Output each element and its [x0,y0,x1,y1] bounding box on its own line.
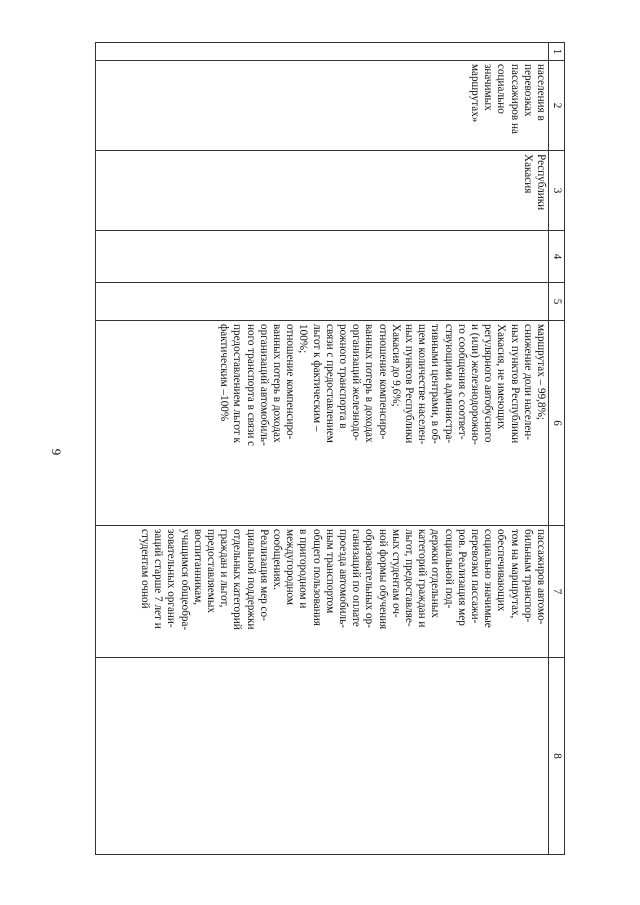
text-line: сообщениях. [270,529,283,590]
text-line: социально значимые [482,529,495,628]
header-col-8: 8 [549,658,565,855]
text-line: ной формы обучения [376,529,389,630]
text-line: перевозках [521,64,534,117]
text-line: держки отдельных [429,529,442,618]
text-line: регулярного автобусного [482,324,495,443]
text-line: социально [495,64,508,114]
cell-indicators [96,321,549,526]
text-line: ного транспорта в связи с [244,324,257,447]
text-line: значимых [482,64,495,111]
table-rotation-wrapper [95,42,565,854]
text-line: тивными центрами, в об- [429,324,442,444]
text-line: студентам очной [138,529,151,609]
text-line: социальной под- [442,529,455,609]
header-col-5: 5 [549,283,565,321]
text-line: Реализация мер со- [257,529,270,621]
text-line: отдельных категорий [231,529,244,630]
text-line: Республики [535,154,547,211]
text-line: ванных потерь в доходах [270,324,283,443]
text-line: мых студентам оч- [389,529,402,618]
header-col-2: 2 [549,61,565,151]
text-line: рожного транспорта в [336,324,349,429]
text-line: льгот, предоставляе- [402,529,415,627]
text-line: ствующими администра- [442,324,455,444]
text-line: граждан и льгот, [218,529,231,608]
text-line: населения в [535,64,547,121]
text-line: обеспечивающих [495,529,508,612]
cell-col-8 [96,658,549,855]
page-number: 9 [49,448,64,456]
text-line: пассажиров автомо- [535,529,547,625]
text-line: перевозки пассажи- [468,529,481,624]
text-line: предоставлением льгот к [231,324,244,443]
text-line: снижение доли населен- [521,324,534,441]
text-line: маршрутах – 99,8%; [535,324,547,420]
text-line: пассажиров на [508,64,521,134]
header-col-7: 7 [549,526,565,658]
text-line: организаций автомобиль- [257,324,270,446]
text-line: организаций железнодо- [350,324,363,441]
text-line: в пригородном и [297,529,310,609]
text-line: воспитанникам, [191,529,204,606]
text-line: зовательных органи- [165,529,178,628]
text-line: заций старше 7 лет и [152,529,165,629]
text-line: щем количестве населен- [416,324,429,445]
text-line: предоставляемых [204,529,217,613]
text-line: льгот к фактическим – [310,324,323,432]
text-line: циальной поддержки [244,529,257,630]
table-row [96,43,549,855]
cell-executor [96,151,549,231]
text-line: проезда автомобиль- [336,529,349,628]
text-line: ных пунктов Республики [508,324,521,444]
text-line: том на маршрутах, [508,529,521,619]
cell-measures [96,526,549,658]
cell-col-1 [96,43,549,61]
text-line: учащимся общеобра- [178,529,191,631]
text-line: фактическим –100% [218,324,231,422]
text-line: го сообщения с соответ- [455,324,468,440]
text-line: общего пользования [310,529,323,626]
program-table [95,42,565,855]
text-line: ганизаций по оплате [350,529,363,627]
cell-goal-text [96,61,549,151]
rotated-table-sheet [95,42,565,854]
text-line: ванных потерь в доходах [363,324,376,443]
text-line: Хакасия [521,154,534,194]
text-line: категорий граждан и [416,529,429,628]
cell-col-5 [96,283,549,321]
header-col-1: 1 [549,43,565,61]
cell-col-4 [96,231,549,283]
text-line: Хакасия до 9,6%; [389,324,402,407]
text-line: и (или) железнодорожно- [468,324,481,445]
header-col-3: 3 [549,151,565,231]
text-line: отношение компенсиро- [284,324,297,440]
text-line: Хакасия, не имеющих [495,324,508,430]
text-line: ров. Реализация мер [455,529,468,626]
text-line: маршрутах» [468,64,481,123]
text-line: отношение компенсиро- [376,324,389,440]
header-col-6: 6 [549,321,565,526]
text-line: 100%; [297,324,310,354]
header-col-4: 4 [549,231,565,283]
text-line: образовательных ор- [363,529,376,628]
text-line: ных пунктов Республики [402,324,415,444]
text-line: ным транспортом [323,529,336,614]
header-row [549,43,565,855]
text-line: бильным транспор- [521,529,534,623]
text-line: связи с предоставлением [323,324,336,443]
text-line: междугородном [284,529,297,605]
